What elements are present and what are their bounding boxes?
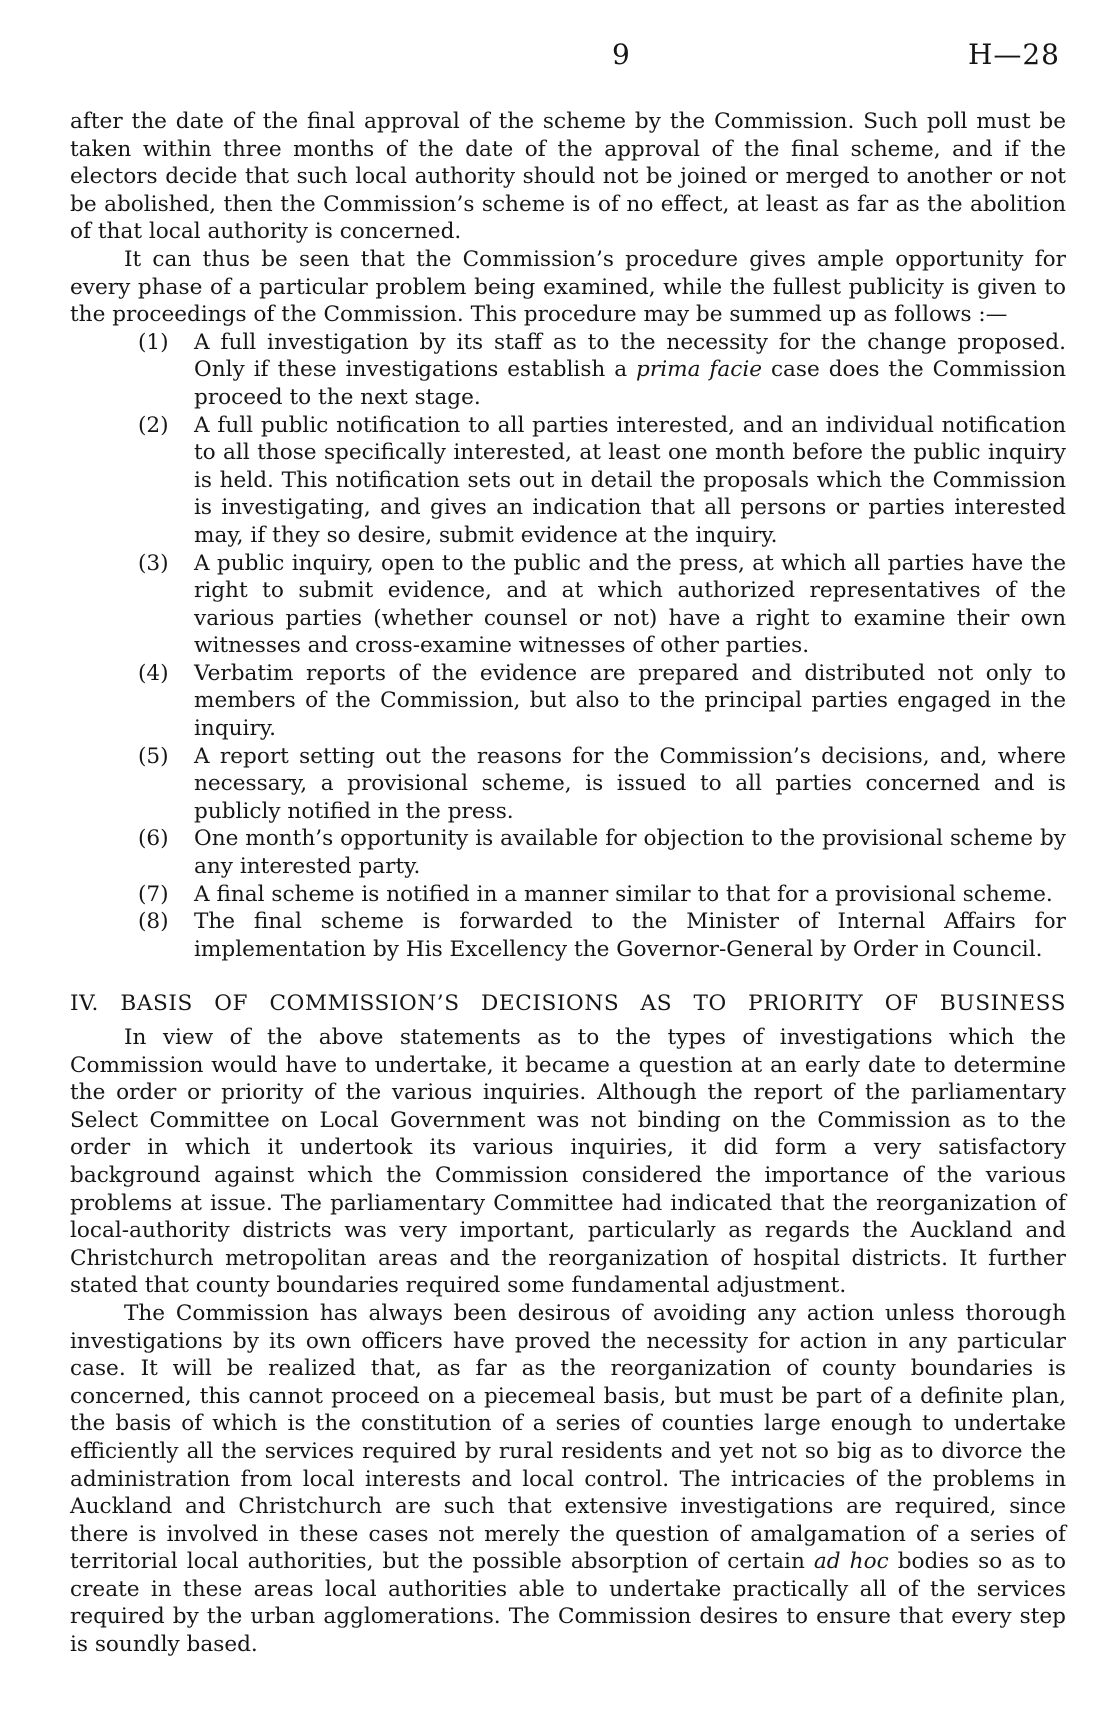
list-item [70,908,1066,963]
page-header [70,38,1066,78]
list-item-number: (6) [138,826,169,852]
page-number: 9 [612,38,630,71]
paragraph [70,1300,1066,1659]
italic-term: prima facie [636,357,763,383]
list-item-text: Verbatim reports of the evidence are prepared and distributed not only to members of the Commission, but also to the principal parties engaged in the inquiry. [194,660,1066,742]
list-item-number: (5) [138,743,169,769]
procedure-list [70,329,1066,964]
page-body [70,108,1066,1659]
list-item-number: (3) [138,550,169,576]
list-item-number: (7) [138,881,169,907]
list-item-text: One month’s opportunity is available for objection to the provisional scheme by any interested party. [194,826,1066,880]
list-item-text: A full public notification to all parties interested, and an individual notification to all those specifically interested, at least one month before the public inquiry is held. This notification sets out in detail the proposals which the Commission is investigating, and gives an indication that all persons or parties interested may, if they so desire, submit evidence at the inquiry. [194,412,1066,548]
list-item-number: (1) [138,329,169,355]
italic-term: ad hoc [813,1549,889,1575]
list-item-text: A report setting out the reasons for the Commission’s decisions, and, where necessary, a provisional scheme, is issued to all parties concerned and is publicly notified in the press. [194,743,1066,824]
list-item-number: (4) [138,660,169,686]
section-heading: IV. BASIS OF COMMISSION’S DECISIONS AS TO PRIORITY OF BUSINESS [70,991,1066,1017]
list-item [70,329,1066,412]
list-item-number: (8) [138,909,169,935]
paragraph: It can thus be seen that the Commission’s procedure gives ample opportunity for every phase of a particular problem being examined, while the fullest publicity is given to the proceedings of the Commission. This procedure may be summed up as follows :— [70,246,1066,328]
list-item-text: The final scheme is forwarded to the Minister of Internal Affairs for implementation by His Excellency the Governor-General by Order in Council. [194,909,1066,962]
paragraph-text: The Commission has always been desirous of avoiding any action unless thorough investigations by its own officers have proved the necessity for action in any particular case. It will be realized that, as far as the reorganization of county boundaries is concerned, this cannot proceed on a piecemeal basis, but must be part of a definite plan, the basis of which is the constitution of a series of counties large enough to undertake efficiently all the services required by rural residents and yet not so big as to divorce the administration from local interests and local control. The intricacies of the problems in Auckland and Christchurch are such that extensive investigations are required, since there is involved in these cases not merely the question of amalgamation of a series of territorial local authorities, but the possible absorption of certain [70,1300,1066,1575]
list-item [70,825,1066,880]
list-item [70,412,1066,550]
list-item-text: A public inquiry, open to the public and the press, at which all parties have the right to submit evidence, and at which authorized representatives of the various parties (whether counsel or not) have a right to examine their own witnesses and cross-examine witnesses of other parties. [194,550,1066,659]
list-item [70,550,1066,660]
list-item-text: case does the Commission proceed to the next stage. [194,357,1066,410]
list-item-number: (2) [138,412,169,438]
list-item-text: A final scheme is notified in a manner similar to that for a provisional scheme. [194,881,1053,907]
paragraph-text: bodies so as to create in these areas local authorities able to undertake practically all of the services required by the urban agglomerations. The Commission desires to ensure that every step is soundly based. [70,1549,1066,1658]
document-reference: H—28 [967,38,1060,71]
paragraph: after the date of the final approval of the scheme by the Commission. Such poll must be taken within three months of the date of the approval of the final scheme, and if the electors decide that such local authority should not be joined or merged to another or not be abolished, then the Commission’s scheme is of no effect, at least as far as the abolition of that local authority is concerned. [70,109,1066,245]
list-item-text: A full investigation by its staff as to the necessity for the change proposed. Only if these investigations establish a [194,329,1066,383]
paragraph: In view of the above statements as to the types of investigations which the Commission would have to undertake, it became a question at an early date to determine the order or priority of the various inquiries. Although the report of the parliamentary Select Committee on Local Government was not binding on the Commission as to the order in which it undertook its various inquiries, it did form a very satisfactory background against which the Commission considered the importance of the various problems at issue. The parliamentary Committee had indicated that the reorganization of local-authority districts was very important, particularly as regards the Auckland and Christchurch metropolitan areas and the reorganization of hospital districts. It further stated that county boundaries required some fundamental adjustment. [70,1025,1066,1299]
list-item [70,660,1066,743]
list-item [70,743,1066,826]
list-item [70,881,1066,909]
